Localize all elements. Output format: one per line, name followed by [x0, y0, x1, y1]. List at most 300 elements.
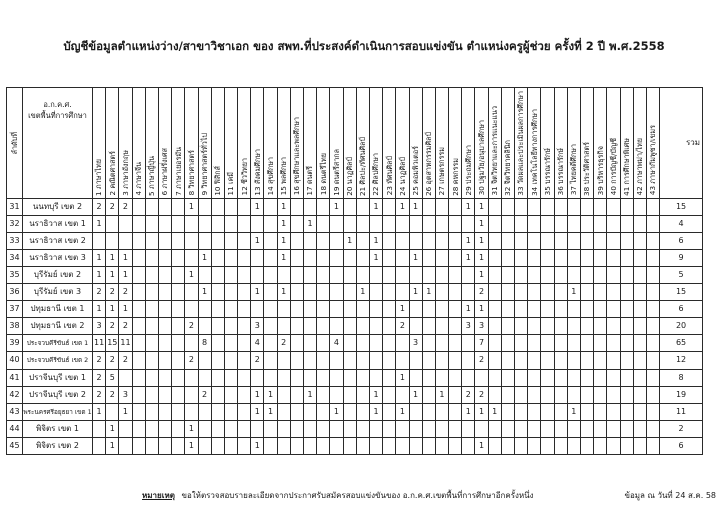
- subject-header: 13 สังคมศึกษา: [251, 88, 264, 199]
- vacancy-cell: [158, 232, 171, 249]
- vacancy-cell: 2: [119, 318, 132, 335]
- vacancy-cell: [449, 249, 462, 266]
- vacancy-cell: [264, 198, 277, 215]
- subject-header: 34 เทคโนโลยีทางการศึกษา: [528, 88, 541, 199]
- vacancy-cell: [396, 266, 409, 283]
- vacancy-cell: [317, 420, 330, 437]
- vacancy-cell: [646, 318, 659, 335]
- vacancy-cell: [515, 232, 528, 249]
- table-row: [7, 403, 703, 420]
- vacancy-cell: [567, 318, 580, 335]
- vacancy-cell: [541, 284, 554, 301]
- vacancy-cell: [383, 318, 396, 335]
- vacancy-cell: [541, 198, 554, 215]
- vacancy-cell: [290, 198, 303, 215]
- vacancy-cell: [369, 266, 382, 283]
- vacancy-cell: [409, 232, 422, 249]
- vacancy-cell: [172, 352, 185, 369]
- vacancy-cell: [607, 403, 620, 420]
- subject-header: 19 ดนตรีสากล: [330, 88, 343, 199]
- vacancy-cell: [488, 369, 501, 386]
- vacancy-cell: 2: [198, 386, 211, 403]
- vacancy-cell: [501, 437, 514, 454]
- vacancy-cell: [145, 403, 158, 420]
- vacancy-cell: 1: [277, 284, 290, 301]
- vacancy-cell: [317, 386, 330, 403]
- vacancy-cell: [528, 266, 541, 283]
- vacancy-cell: [607, 266, 620, 283]
- vacancy-cell: [620, 215, 633, 232]
- subject-header: 17 ดนตรี: [304, 88, 317, 199]
- vacancy-cell: [172, 369, 185, 386]
- table-row: [7, 369, 703, 386]
- vacancy-cell: 1: [462, 198, 475, 215]
- vacancy-cell: [185, 403, 198, 420]
- vacancy-cell: 1: [251, 284, 264, 301]
- vacancy-cell: [435, 266, 448, 283]
- vacancy-cell: [528, 318, 541, 335]
- vacancy-cell: [383, 420, 396, 437]
- vacancy-cell: [277, 386, 290, 403]
- vacancy-cell: [607, 284, 620, 301]
- subject-header: 24 นาฏศิลป์: [396, 88, 409, 199]
- vacancy-cell: 1: [277, 232, 290, 249]
- vacancy-cell: [343, 437, 356, 454]
- row-total: 15: [660, 284, 703, 301]
- vacancy-cell: [330, 386, 343, 403]
- vacancy-cell: [317, 249, 330, 266]
- vacancy-cell: [330, 318, 343, 335]
- vacancy-cell: [356, 215, 369, 232]
- subject-header: 33 วัดผลและประเมินผลการศึกษา: [515, 88, 528, 199]
- vacancy-cell: [422, 198, 435, 215]
- vacancy-cell: [145, 352, 158, 369]
- subject-header: 11 เคมี: [224, 88, 237, 199]
- vacancy-cell: [238, 386, 251, 403]
- vacancy-cell: [224, 198, 237, 215]
- vacancy-cell: 1: [119, 403, 132, 420]
- vacancy-cell: [290, 284, 303, 301]
- vacancy-cell: [251, 266, 264, 283]
- vacancy-cell: [594, 352, 607, 369]
- vacancy-cell: [304, 420, 317, 437]
- vacancy-cell: [607, 301, 620, 318]
- vacancy-cell: [106, 403, 119, 420]
- vacancy-cell: 3: [93, 318, 106, 335]
- vacancy-cell: [211, 386, 224, 403]
- vacancy-cell: [554, 318, 567, 335]
- vacancy-cell: 2: [185, 318, 198, 335]
- row-total: 9: [660, 249, 703, 266]
- vacancy-cell: [501, 249, 514, 266]
- vacancy-cell: [106, 215, 119, 232]
- vacancy-cell: [330, 215, 343, 232]
- vacancy-cell: [501, 420, 514, 437]
- subject-header: 1 ภาษาไทย: [93, 88, 106, 199]
- vacancy-cell: [383, 369, 396, 386]
- vacancy-cell: [304, 266, 317, 283]
- vacancy-cell: [145, 437, 158, 454]
- vacancy-cell: [396, 335, 409, 352]
- vacancy-cell: [172, 386, 185, 403]
- vacancy-cell: [449, 386, 462, 403]
- vacancy-cell: [145, 386, 158, 403]
- vacancy-cell: [488, 420, 501, 437]
- vacancy-cell: [515, 284, 528, 301]
- table-row: [7, 335, 703, 352]
- vacancy-cell: [567, 420, 580, 437]
- vacancy-cell: [435, 437, 448, 454]
- vacancy-cell: [172, 284, 185, 301]
- vacancy-cell: [317, 198, 330, 215]
- vacancy-cell: [304, 284, 317, 301]
- vacancy-cell: [198, 198, 211, 215]
- vacancy-cell: [343, 198, 356, 215]
- vacancy-cell: 1: [198, 249, 211, 266]
- vacancy-cell: [594, 369, 607, 386]
- vacancy-cell: [317, 369, 330, 386]
- vacancy-cell: [580, 318, 593, 335]
- vacancy-cell: 4: [330, 335, 343, 352]
- vacancy-cell: [304, 352, 317, 369]
- vacancy-cell: [277, 369, 290, 386]
- vacancy-cell: [185, 232, 198, 249]
- vacancy-cell: [594, 284, 607, 301]
- vacancy-cell: [369, 437, 382, 454]
- vacancy-cell: [238, 284, 251, 301]
- vacancy-cell: [356, 403, 369, 420]
- vacancy-cell: 2: [93, 386, 106, 403]
- vacancy-cell: [317, 284, 330, 301]
- vacancy-cell: [396, 437, 409, 454]
- vacancy-cell: [185, 335, 198, 352]
- vacancy-cell: 1: [475, 215, 488, 232]
- vacancy-cell: [541, 249, 554, 266]
- vacancy-cell: [277, 318, 290, 335]
- vacancy-cell: [185, 369, 198, 386]
- vacancy-cell: [646, 403, 659, 420]
- vacancy-cell: [132, 232, 145, 249]
- vacancy-cell: [211, 301, 224, 318]
- vacancy-cell: 1: [369, 198, 382, 215]
- vacancy-cell: [501, 301, 514, 318]
- vacancy-cell: [528, 335, 541, 352]
- vacancy-cell: 2: [106, 318, 119, 335]
- vacancy-cell: [132, 420, 145, 437]
- vacancy-cell: 3: [251, 318, 264, 335]
- vacancy-cell: [211, 352, 224, 369]
- vacancy-cell: 1: [475, 301, 488, 318]
- vacancy-cell: [198, 403, 211, 420]
- vacancy-cell: [224, 437, 237, 454]
- vacancy-cell: [607, 232, 620, 249]
- vacancy-cell: [435, 232, 448, 249]
- vacancy-cell: [356, 352, 369, 369]
- vacancy-cell: [251, 301, 264, 318]
- vacancy-cell: [158, 301, 171, 318]
- vacancy-cell: [620, 352, 633, 369]
- vacancy-cell: [224, 369, 237, 386]
- vacancy-cell: [607, 437, 620, 454]
- vacancy-cell: 1: [369, 386, 382, 403]
- vacancy-cell: [409, 420, 422, 437]
- vacancy-cell: [488, 249, 501, 266]
- vacancy-cell: [211, 232, 224, 249]
- vacancy-cell: [264, 301, 277, 318]
- vacancy-cell: [462, 352, 475, 369]
- vacancy-cell: [554, 335, 567, 352]
- vacancy-cell: [383, 301, 396, 318]
- vacancy-cell: [528, 420, 541, 437]
- vacancy-cell: [106, 232, 119, 249]
- table-row: [7, 266, 703, 283]
- table-row: [7, 386, 703, 403]
- vacancy-cell: 7: [475, 335, 488, 352]
- vacancy-cell: [356, 369, 369, 386]
- vacancy-cell: [172, 232, 185, 249]
- vacancy-cell: [277, 403, 290, 420]
- vacancy-cell: [343, 352, 356, 369]
- vacancy-cell: [620, 386, 633, 403]
- vacancy-cell: [515, 249, 528, 266]
- vacancy-cell: [145, 215, 158, 232]
- seq-header: ลำดับที่: [7, 88, 23, 199]
- area-name: นนทบุรี เขต 2: [23, 198, 93, 215]
- vacancy-cell: [238, 266, 251, 283]
- vacancy-cell: [132, 403, 145, 420]
- vacancy-cell: [211, 215, 224, 232]
- vacancy-cell: [132, 301, 145, 318]
- vacancy-cell: [422, 301, 435, 318]
- vacancy-cell: [488, 437, 501, 454]
- row-number: 35: [7, 266, 23, 283]
- vacancy-cell: [501, 318, 514, 335]
- vacancy-cell: [475, 369, 488, 386]
- vacancy-cell: 1: [343, 232, 356, 249]
- row-number: 32: [7, 215, 23, 232]
- vacancy-cell: [238, 198, 251, 215]
- vacancy-table: [6, 87, 703, 455]
- row-total: 65: [660, 335, 703, 352]
- vacancy-cell: 1: [185, 198, 198, 215]
- vacancy-cell: [435, 420, 448, 437]
- vacancy-cell: [646, 232, 659, 249]
- vacancy-cell: [528, 369, 541, 386]
- vacancy-cell: [132, 369, 145, 386]
- vacancy-cell: 1: [462, 403, 475, 420]
- vacancy-cell: [383, 249, 396, 266]
- subject-header: 21 ศิลปะ/ทัศนศิลป์: [356, 88, 369, 199]
- vacancy-cell: [515, 352, 528, 369]
- vacancy-cell: [198, 437, 211, 454]
- vacancy-cell: [369, 301, 382, 318]
- vacancy-cell: [541, 420, 554, 437]
- vacancy-cell: 2: [106, 284, 119, 301]
- vacancy-cell: [435, 369, 448, 386]
- vacancy-cell: [409, 318, 422, 335]
- vacancy-cell: [343, 318, 356, 335]
- vacancy-cell: [528, 198, 541, 215]
- vacancy-cell: [646, 215, 659, 232]
- subject-header: 40 การบัญชี/บัญชี: [607, 88, 620, 199]
- vacancy-cell: [224, 249, 237, 266]
- vacancy-cell: [567, 215, 580, 232]
- vacancy-cell: [158, 437, 171, 454]
- vacancy-cell: [541, 215, 554, 232]
- vacancy-cell: [185, 284, 198, 301]
- vacancy-cell: [488, 352, 501, 369]
- vacancy-cell: [567, 232, 580, 249]
- vacancy-cell: [528, 403, 541, 420]
- row-total: 19: [660, 386, 703, 403]
- row-number: 42: [7, 386, 23, 403]
- vacancy-cell: 2: [106, 198, 119, 215]
- vacancy-cell: [646, 266, 659, 283]
- subject-header: 3 ภาษาอังกฤษ: [119, 88, 132, 199]
- vacancy-cell: [528, 386, 541, 403]
- vacancy-cell: [224, 232, 237, 249]
- vacancy-cell: 1: [567, 403, 580, 420]
- vacancy-cell: [198, 318, 211, 335]
- vacancy-cell: [290, 301, 303, 318]
- table-row: [7, 284, 703, 301]
- vacancy-cell: [501, 232, 514, 249]
- vacancy-cell: [211, 369, 224, 386]
- vacancy-cell: [158, 198, 171, 215]
- area-name: พระนครศรีอยุธยา เขต 1: [23, 403, 93, 420]
- vacancy-cell: [238, 232, 251, 249]
- vacancy-cell: [317, 266, 330, 283]
- vacancy-cell: [290, 369, 303, 386]
- table-body: [7, 198, 703, 454]
- vacancy-cell: [620, 420, 633, 437]
- vacancy-cell: [409, 352, 422, 369]
- vacancy-cell: [462, 284, 475, 301]
- vacancy-cell: [646, 386, 659, 403]
- vacancy-cell: [620, 318, 633, 335]
- vacancy-cell: [620, 437, 633, 454]
- vacancy-cell: [449, 198, 462, 215]
- vacancy-cell: [304, 301, 317, 318]
- vacancy-cell: [567, 198, 580, 215]
- vacancy-cell: [607, 318, 620, 335]
- vacancy-cell: [369, 369, 382, 386]
- vacancy-cell: [145, 232, 158, 249]
- vacancy-cell: [264, 232, 277, 249]
- vacancy-cell: [198, 369, 211, 386]
- vacancy-cell: [369, 420, 382, 437]
- table-row: [7, 198, 703, 215]
- vacancy-cell: [304, 198, 317, 215]
- vacancy-cell: [343, 266, 356, 283]
- vacancy-cell: [304, 335, 317, 352]
- vacancy-cell: [488, 232, 501, 249]
- vacancy-cell: [290, 420, 303, 437]
- area-name: นราธิวาส เขต 3: [23, 249, 93, 266]
- vacancy-cell: [277, 352, 290, 369]
- vacancy-cell: [554, 437, 567, 454]
- vacancy-cell: 2: [185, 352, 198, 369]
- vacancy-cell: 1: [475, 266, 488, 283]
- vacancy-cell: [264, 420, 277, 437]
- vacancy-cell: 1: [330, 198, 343, 215]
- vacancy-cell: [224, 386, 237, 403]
- vacancy-cell: 2: [277, 335, 290, 352]
- vacancy-cell: [554, 284, 567, 301]
- vacancy-cell: [449, 284, 462, 301]
- vacancy-cell: [277, 301, 290, 318]
- vacancy-cell: 1: [106, 437, 119, 454]
- vacancy-cell: [383, 198, 396, 215]
- total-header: รวม: [660, 88, 703, 199]
- vacancy-cell: [330, 232, 343, 249]
- vacancy-cell: [304, 403, 317, 420]
- vacancy-cell: [158, 249, 171, 266]
- vacancy-cell: [211, 198, 224, 215]
- vacancy-cell: [211, 266, 224, 283]
- vacancy-cell: [132, 352, 145, 369]
- vacancy-cell: [238, 301, 251, 318]
- vacancy-cell: [594, 215, 607, 232]
- vacancy-cell: [449, 369, 462, 386]
- vacancy-cell: [554, 301, 567, 318]
- vacancy-cell: [567, 369, 580, 386]
- area-name: ปทุมธานี เขต 1: [23, 301, 93, 318]
- vacancy-cell: [515, 301, 528, 318]
- vacancy-cell: 1: [488, 403, 501, 420]
- row-number: 37: [7, 301, 23, 318]
- vacancy-cell: [435, 215, 448, 232]
- row-number: 45: [7, 437, 23, 454]
- vacancy-cell: [343, 335, 356, 352]
- vacancy-cell: [462, 335, 475, 352]
- vacancy-cell: [449, 335, 462, 352]
- vacancy-cell: [198, 301, 211, 318]
- subject-header: 26 อุตสาหกรรมศิลป์: [422, 88, 435, 199]
- vacancy-cell: [633, 318, 646, 335]
- vacancy-cell: [93, 232, 106, 249]
- vacancy-cell: [501, 284, 514, 301]
- vacancy-cell: [633, 437, 646, 454]
- area-header-line1: อ.ก.ค.ศ.: [43, 100, 72, 109]
- vacancy-cell: [211, 249, 224, 266]
- vacancy-cell: [580, 232, 593, 249]
- vacancy-cell: 1: [106, 266, 119, 283]
- vacancy-cell: [343, 369, 356, 386]
- subject-header: 28 คหกรรม: [449, 88, 462, 199]
- vacancy-cell: [317, 352, 330, 369]
- vacancy-cell: 2: [93, 284, 106, 301]
- vacancy-cell: [541, 335, 554, 352]
- vacancy-cell: 1: [396, 403, 409, 420]
- vacancy-cell: [343, 215, 356, 232]
- vacancy-cell: [646, 420, 659, 437]
- vacancy-cell: [567, 301, 580, 318]
- vacancy-cell: [501, 335, 514, 352]
- vacancy-cell: [238, 352, 251, 369]
- vacancy-cell: [620, 335, 633, 352]
- vacancy-cell: [356, 198, 369, 215]
- vacancy-cell: [172, 266, 185, 283]
- vacancy-cell: [580, 215, 593, 232]
- subject-header: 4 ภาษาจีน: [132, 88, 145, 199]
- vacancy-cell: [633, 249, 646, 266]
- vacancy-cell: [132, 318, 145, 335]
- vacancy-cell: [238, 369, 251, 386]
- vacancy-cell: [93, 420, 106, 437]
- vacancy-cell: [185, 386, 198, 403]
- vacancy-cell: 1: [106, 420, 119, 437]
